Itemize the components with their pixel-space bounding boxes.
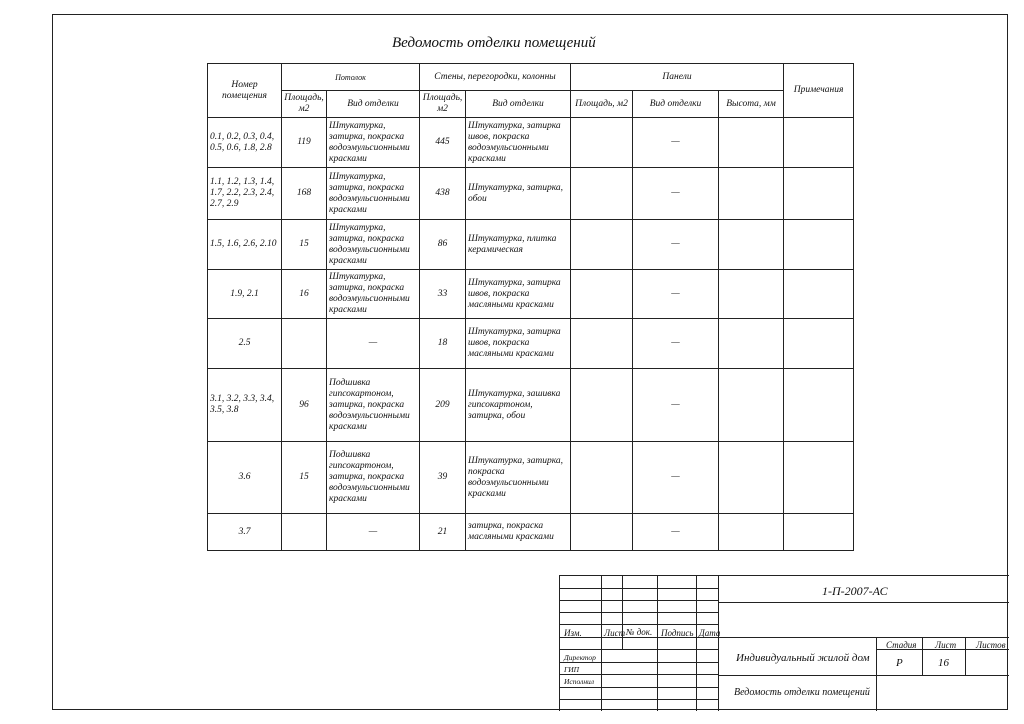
table-row bbox=[208, 270, 854, 319]
header-ceiling-finish: Вид отделки bbox=[327, 91, 420, 118]
header-panel-height: Высота, мм bbox=[719, 91, 784, 118]
header-notes: Примечания bbox=[784, 64, 854, 118]
document-title: Ведомость отделки помещений bbox=[392, 35, 596, 51]
col-date-label: Дата bbox=[699, 628, 721, 638]
room-number: 3.1, 3.2, 3.3, 3.4, 3.5, 3.8 bbox=[208, 369, 282, 442]
col-izm-label: Изм. bbox=[564, 628, 582, 638]
room-number: 1.5, 1.6, 2.6, 2.10 bbox=[208, 220, 282, 270]
wall-finish: Штукатурка, затирка швов, покраска водоэмульсионными красками bbox=[466, 118, 571, 168]
table-row bbox=[208, 442, 854, 514]
header-ceiling: Потолок bbox=[282, 64, 420, 91]
col-doc-label: № док. bbox=[626, 627, 653, 637]
panel-height bbox=[719, 369, 784, 442]
panel-height bbox=[719, 514, 784, 551]
notes-cell bbox=[784, 319, 854, 369]
wall-finish: Штукатурка, затирка швов, покраска масляными красками bbox=[466, 319, 571, 369]
header-wall-finish: Вид отделки bbox=[466, 91, 571, 118]
wall-area: 39 bbox=[420, 442, 466, 514]
ceiling-finish: Подшивка гипсокартоном, затирка, покраска водоэмульсионными красками bbox=[327, 442, 420, 514]
panel-area bbox=[571, 369, 633, 442]
room-number: 3.6 bbox=[208, 442, 282, 514]
header-room-number: Номер помещения bbox=[208, 64, 282, 118]
wall-area: 86 bbox=[420, 220, 466, 270]
notes-cell bbox=[784, 220, 854, 270]
panel-finish: — bbox=[633, 168, 719, 220]
table-row bbox=[208, 369, 854, 442]
panel-finish: — bbox=[633, 514, 719, 551]
finishing-schedule-table bbox=[207, 63, 854, 551]
panel-area bbox=[571, 514, 633, 551]
header-panel-finish: Вид отделки bbox=[633, 91, 719, 118]
wall-area: 445 bbox=[420, 118, 466, 168]
ceiling-area bbox=[282, 319, 327, 369]
panel-area bbox=[571, 442, 633, 514]
panel-finish: — bbox=[633, 369, 719, 442]
header-walls: Стены, перегородки, колонны bbox=[420, 64, 571, 91]
wall-finish: Штукатурка, плитка керамическая bbox=[466, 220, 571, 270]
wall-finish: Штукатурка, зашивка гипсокартоном, затирка, обои bbox=[466, 369, 571, 442]
panel-area bbox=[571, 220, 633, 270]
col-list-label: Лист bbox=[604, 628, 626, 638]
stage-value: Р bbox=[896, 657, 903, 669]
gip-label: ГИП bbox=[564, 665, 580, 674]
notes-cell bbox=[784, 270, 854, 319]
ceiling-area: 119 bbox=[282, 118, 327, 168]
wall-finish: Штукатурка, затирка, обои bbox=[466, 168, 571, 220]
ceiling-area: 168 bbox=[282, 168, 327, 220]
panel-finish: — bbox=[633, 319, 719, 369]
wall-area: 18 bbox=[420, 319, 466, 369]
title-block bbox=[559, 575, 1009, 711]
room-number: 3.7 bbox=[208, 514, 282, 551]
table-row bbox=[208, 514, 854, 551]
ceiling-area: 15 bbox=[282, 220, 327, 270]
wall-finish: Штукатурка, затирка, покраска водоэмульсионными красками bbox=[466, 442, 571, 514]
panel-area bbox=[571, 168, 633, 220]
panel-height bbox=[719, 220, 784, 270]
room-number: 1.1, 1.2, 1.3, 1.4, 1.7, 2.2, 2.3, 2.4, 2.7, 2.9 bbox=[208, 168, 282, 220]
panel-finish: — bbox=[633, 442, 719, 514]
ceiling-finish: Штукатурка, затирка, покраска водоэмульсионными красками bbox=[327, 168, 420, 220]
wall-area: 21 bbox=[420, 514, 466, 551]
notes-cell bbox=[784, 118, 854, 168]
col-sign-label: Подпись bbox=[661, 628, 694, 638]
panel-height bbox=[719, 442, 784, 514]
ceiling-finish: Подшивка гипсокартоном, затирка, покраска водоэмульсионными красками bbox=[327, 369, 420, 442]
director-label: Директор bbox=[564, 653, 596, 662]
notes-cell bbox=[784, 442, 854, 514]
executor-label: Исполнил bbox=[564, 677, 595, 686]
notes-cell bbox=[784, 168, 854, 220]
panel-height bbox=[719, 168, 784, 220]
ceiling-area: 96 bbox=[282, 369, 327, 442]
ceiling-finish: Штукатурка, затирка, покраска водоэмульсионными красками bbox=[327, 118, 420, 168]
wall-area: 33 bbox=[420, 270, 466, 319]
stage-label: Стадия bbox=[886, 640, 917, 650]
sheets-label: Листов bbox=[976, 640, 1006, 650]
ceiling-finish: Штукатурка, затирка, покраска водоэмульсионными красками bbox=[327, 220, 420, 270]
wall-area: 209 bbox=[420, 369, 466, 442]
room-number: 1.9, 2.1 bbox=[208, 270, 282, 319]
header-panels: Панели bbox=[571, 64, 784, 91]
ceiling-finish: Штукатурка, затирка, покраска водоэмульсионными красками bbox=[327, 270, 420, 319]
sheet-label: Лист bbox=[935, 640, 957, 650]
object-name: Индивидуальный жилой дом bbox=[736, 652, 870, 664]
document-code: 1-П-2007-АС bbox=[822, 584, 888, 598]
notes-cell bbox=[784, 514, 854, 551]
panel-area bbox=[571, 319, 633, 369]
sheet-value: 16 bbox=[938, 657, 949, 669]
room-number: 2.5 bbox=[208, 319, 282, 369]
panel-area bbox=[571, 118, 633, 168]
room-number: 0.1, 0.2, 0.3, 0.4, 0.5, 0.6, 1.8, 2.8 bbox=[208, 118, 282, 168]
panel-height bbox=[719, 319, 784, 369]
header-ceiling-area: Площадь, м2 bbox=[282, 91, 327, 118]
notes-cell bbox=[784, 369, 854, 442]
ceiling-finish: — bbox=[327, 514, 420, 551]
ceiling-area: 16 bbox=[282, 270, 327, 319]
wall-finish: затирка, покраска масляными красками bbox=[466, 514, 571, 551]
sheet-title: Ведомость отделки помещений bbox=[734, 687, 870, 698]
table-row bbox=[208, 118, 854, 168]
panel-finish: — bbox=[633, 118, 719, 168]
table-row bbox=[208, 168, 854, 220]
ceiling-area bbox=[282, 514, 327, 551]
panel-finish: — bbox=[633, 270, 719, 319]
panel-area bbox=[571, 270, 633, 319]
header-panel-area: Площадь, м2 bbox=[571, 91, 633, 118]
ceiling-area: 15 bbox=[282, 442, 327, 514]
panel-height bbox=[719, 118, 784, 168]
table-row bbox=[208, 319, 854, 369]
panel-finish: — bbox=[633, 220, 719, 270]
table-row bbox=[208, 220, 854, 270]
ceiling-finish: — bbox=[327, 319, 420, 369]
wall-finish: Штукатурка, затирка швов, покраска масляными красками bbox=[466, 270, 571, 319]
panel-height bbox=[719, 270, 784, 319]
wall-area: 438 bbox=[420, 168, 466, 220]
header-wall-area: Площадь, м2 bbox=[420, 91, 466, 118]
